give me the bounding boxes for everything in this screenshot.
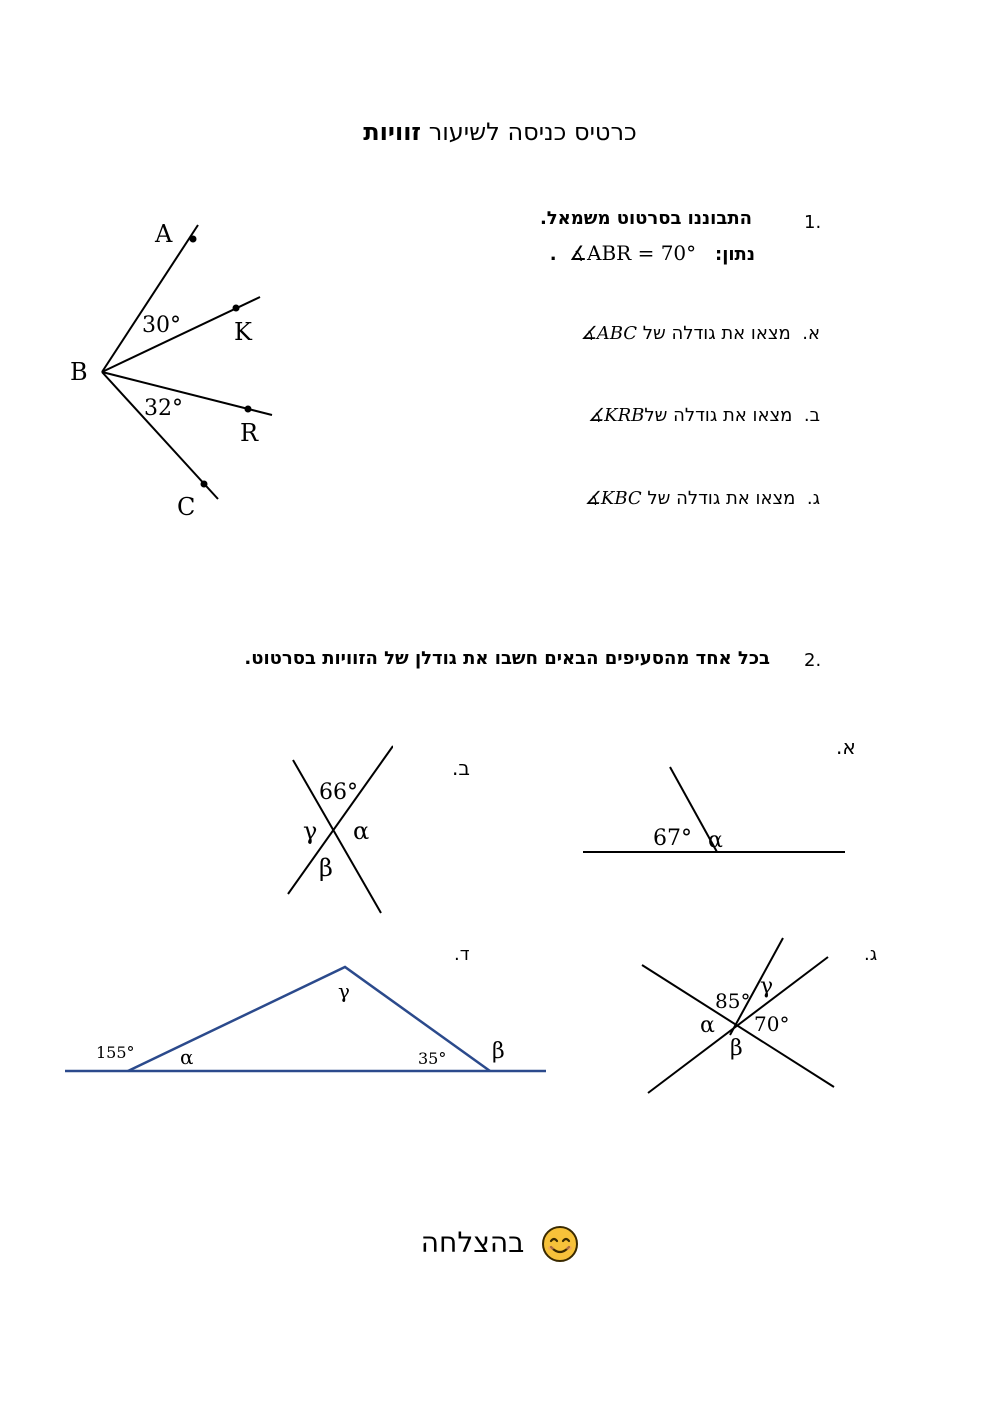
q1-item-a-math: ∡ABC — [580, 323, 638, 344]
title-prefix: כרטיס כניסה לשיעור — [428, 118, 637, 146]
q1-number: 1. — [804, 212, 822, 233]
point-r-dot — [245, 406, 252, 413]
point-r-label: R — [240, 419, 259, 447]
unknown-beta: β — [730, 1036, 743, 1061]
q2-number: 2. — [804, 650, 822, 671]
unknown-gamma: γ — [338, 979, 350, 1003]
angle-rbc-label: 32° — [144, 396, 183, 421]
closing-message — [0, 1225, 1000, 1263]
page-title — [0, 118, 1000, 146]
ray-BC — [102, 372, 218, 499]
point-a-dot — [190, 236, 197, 243]
unknown-gamma: γ — [303, 817, 318, 845]
unknown-alpha: α — [708, 828, 723, 853]
unknown-beta: β — [319, 854, 333, 882]
q1-item-b-text: מצאו את גודלה של — [644, 405, 793, 426]
title-bold-word: זוויות — [363, 118, 422, 146]
q2-part-c-label: ג. — [864, 944, 878, 965]
q1-item-a-text: מצאו את גודלה של — [642, 323, 791, 344]
q1-figure — [60, 215, 290, 525]
given-label: נתון — [722, 244, 755, 265]
q2-part-c-figure — [640, 935, 840, 1100]
point-a-label: A — [155, 220, 173, 248]
point-k-label: K — [234, 318, 252, 346]
q1-item-a — [581, 323, 820, 344]
unknown-beta: β — [492, 1039, 505, 1064]
q2-instruction: בכל אחד מהסעיפים הבאים חשבו את גודלן של הזוויות בסרטוט. — [244, 648, 770, 669]
q1-item-b-label: ב. — [803, 405, 820, 426]
q1-item-b — [588, 405, 820, 426]
point-k-dot — [233, 305, 240, 312]
given-colon: : — [714, 244, 723, 265]
given-expression: ∡ABR = 70° — [569, 241, 697, 265]
good-luck-text: בהצלחה — [420, 1226, 525, 1259]
point-c-label: C — [177, 493, 196, 521]
angle-abk-label: 30° — [142, 313, 181, 338]
unknown-alpha: α — [353, 817, 370, 845]
q2-part-b-figure — [283, 742, 393, 918]
unknown-gamma: γ — [760, 974, 774, 999]
q2-part-d-label: ד. — [454, 944, 470, 965]
smiley-face-icon — [541, 1225, 579, 1263]
q1-item-c — [585, 488, 820, 509]
q2-part-d-figure — [60, 955, 550, 1080]
point-b-label: B — [70, 358, 88, 386]
unknown-alpha: α — [180, 1045, 194, 1069]
q1-item-a-label: א. — [802, 323, 820, 344]
q1-item-b-math: ∡KRB — [588, 405, 645, 426]
known-angle-66: 66° — [319, 780, 358, 805]
q1-given — [550, 241, 755, 265]
exterior-angle-155: 155° — [96, 1043, 135, 1062]
given-dot: . — [549, 244, 557, 265]
point-c-dot — [201, 481, 208, 488]
interior-angle-35: 35° — [418, 1049, 447, 1068]
q1-item-c-text: מצאו את גודלה של — [647, 488, 796, 509]
q2-part-a-label: א. — [836, 735, 856, 759]
line-2 — [648, 957, 828, 1093]
q1-item-c-math: ∡KBC — [584, 488, 642, 509]
known-angle-85: 85° — [715, 989, 751, 1013]
known-angle-67: 67° — [653, 826, 692, 851]
q2-part-b-label: ב. — [452, 756, 470, 780]
unknown-alpha: α — [700, 1013, 715, 1038]
q2-part-a-figure — [580, 760, 850, 860]
q1-instruction: התבוננו בסרטוט משמאל. — [539, 208, 752, 229]
q1-item-c-label: ג. — [806, 488, 820, 509]
known-angle-70: 70° — [754, 1012, 790, 1036]
